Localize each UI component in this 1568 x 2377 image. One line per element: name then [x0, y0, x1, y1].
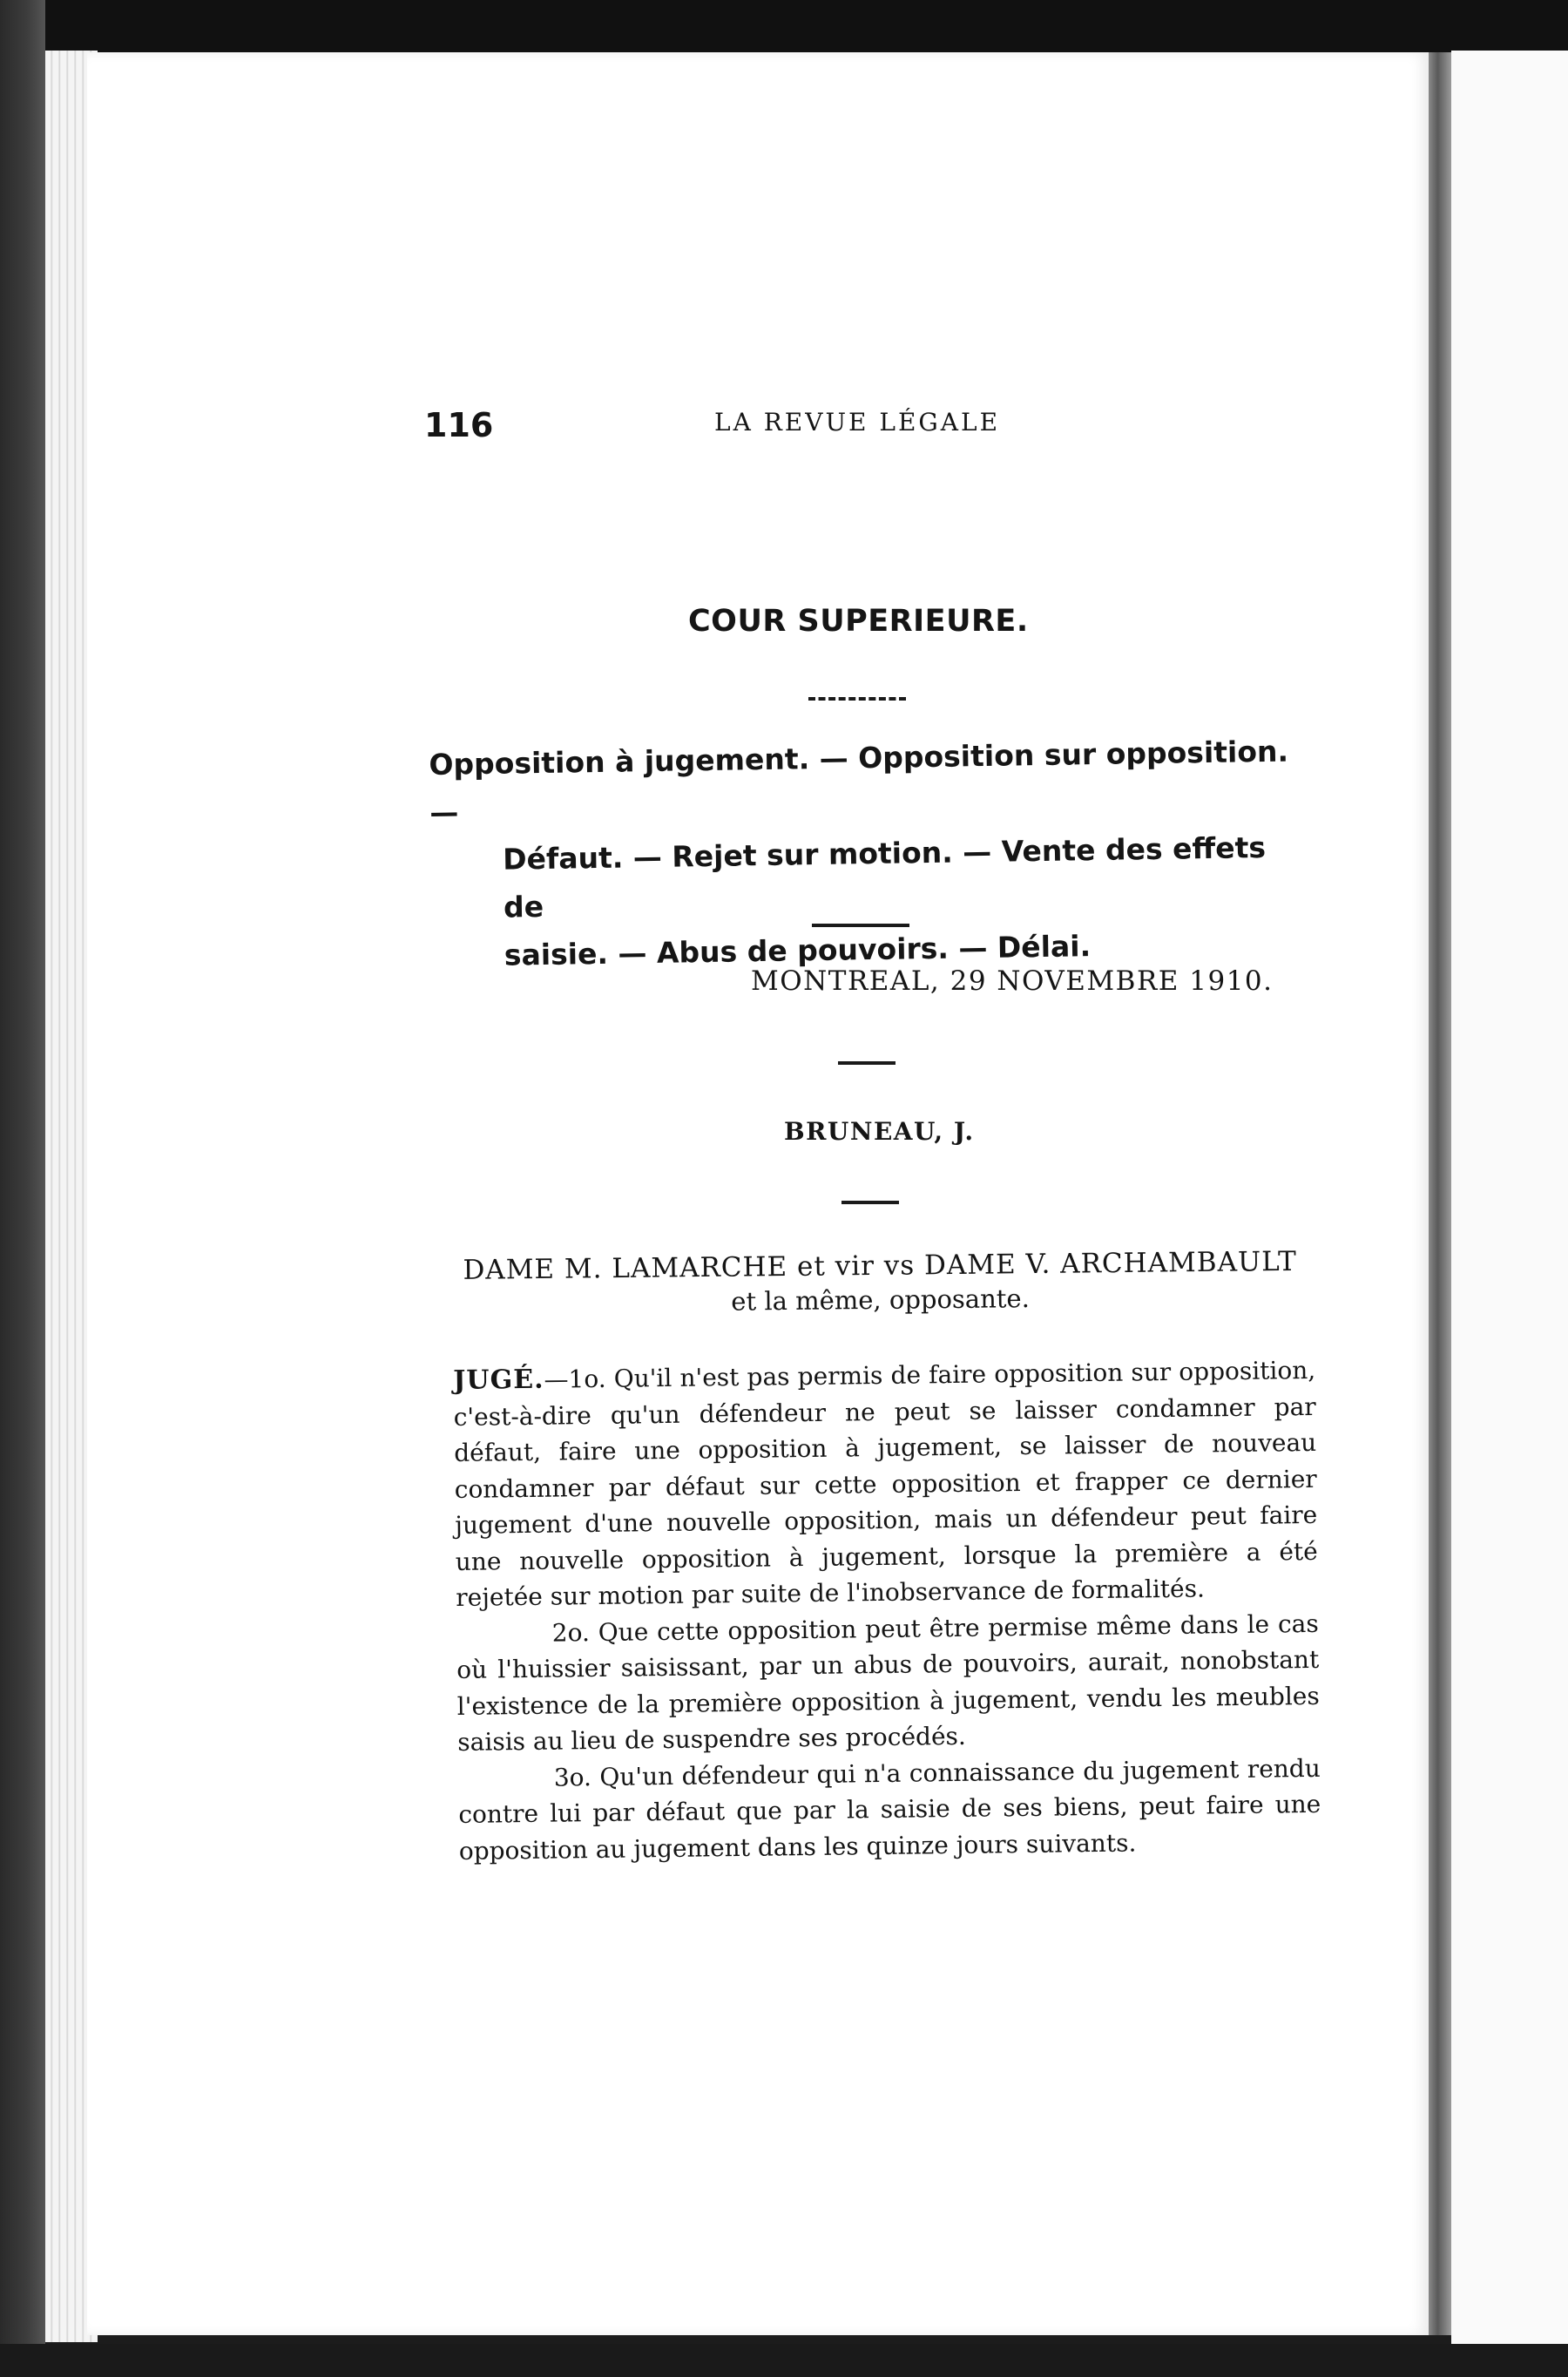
subject-headnote — [429, 727, 1303, 980]
court-title: COUR SUPERIEURE. — [688, 604, 1029, 639]
holding-point-2: 2o. Que cette opposition peut être permise même dans le cas où l'huissier saisissant, par un abus de pouvoirs, aurait, nonobstant l'existence de la première opposition à jugement, vendu les meubles saisis au lieu de suspendre ses procédés. — [456, 1608, 1320, 1757]
section-divider — [808, 697, 906, 701]
book-page — [87, 52, 1430, 2335]
holding-label: JUGÉ. — [453, 1364, 544, 1396]
scan-top-border — [0, 0, 1568, 54]
scan-bottom-border — [0, 2344, 1568, 2377]
book-gutter — [1429, 52, 1451, 2335]
subject-line: Opposition à jugement. — Opposition sur opposition. — — [429, 734, 1289, 830]
section-divider — [841, 1201, 899, 1204]
page-number: 116 — [424, 406, 494, 444]
scan-left-border — [0, 0, 45, 2377]
subject-line: Défaut. — Rejet sur motion. — Vente des effets de — [502, 830, 1267, 924]
holding-point-1 — [453, 1352, 1318, 1616]
facing-page-edge — [1451, 51, 1568, 2351]
judge-name: BRUNEAU, J. — [784, 1117, 975, 1146]
running-head: LA REVUE LÉGALE — [714, 408, 1001, 437]
case-parties — [453, 1246, 1308, 1319]
dateline: MONTREAL, 29 NOVEMBRE 1910. — [751, 965, 1274, 997]
section-divider — [838, 1061, 896, 1065]
holding-point-text: —1o. Qu'il n'est pas permis de faire opposition sur opposition, c'est-à-dire qu'un défendeur ne peut se laisser condamner par défaut, faire une opposition à jugement, se laisser de nouveau condamner par défaut sur cette opposition et frapper ce dernier jugement d'une nouvelle opposition, mais un défendeur peut faire une nouvelle opposition à jugement, lorsque la première a été rejetée sur motion par suite de l'inobservance de formalités. — [453, 1355, 1318, 1612]
parties-line: et la même, opposante. — [731, 1283, 1030, 1317]
parties-line: DAME M. LAMARCHE et vir vs DAME V. ARCHAMBAULT — [463, 1245, 1298, 1286]
section-divider — [812, 924, 909, 927]
holding-point-3: 3o. Qu'un défendeur qui n'a connaissance du jugement rendu contre lui par défaut que par la saisie de ses biens, peut faire une opposition au jugement dans les quinze jours suivants. — [458, 1753, 1321, 1866]
subject-line: saisie. — Abus de pouvoirs. — Délai. — [504, 929, 1092, 972]
holding-text — [453, 1352, 1321, 1869]
